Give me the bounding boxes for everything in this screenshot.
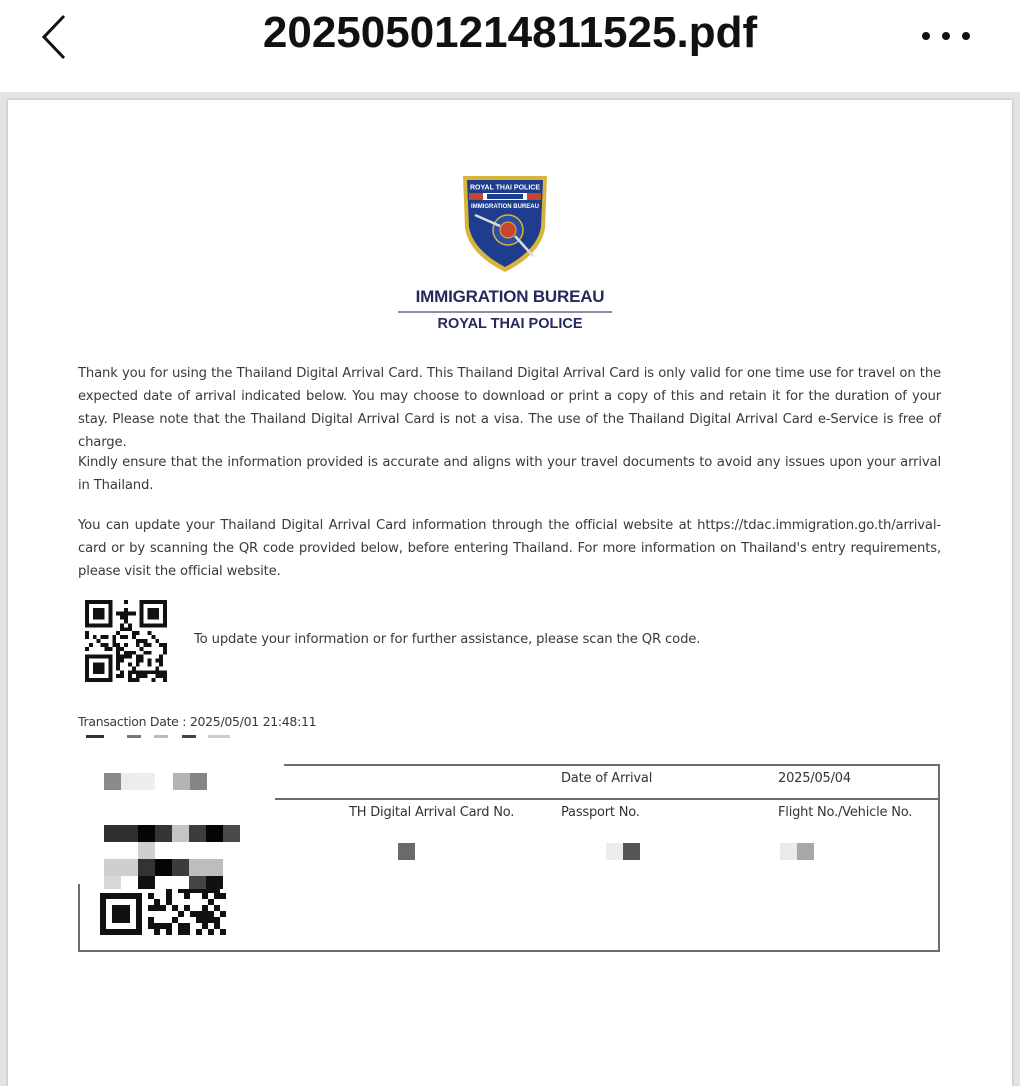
redacted-personal-info: [86, 773, 276, 889]
ellipsis-icon: [922, 32, 930, 40]
card-no-label: TH Digital Arrival Card No.: [349, 805, 515, 820]
more-options-button[interactable]: [918, 22, 974, 50]
badge-text-mid: IMMIGRATION BUREAU: [471, 204, 539, 210]
top-bar: [0, 0, 1020, 92]
date-of-arrival-label: Date of Arrival: [561, 771, 653, 786]
intro-paragraph: Thank you for using the Thailand Digital Arrival Card. This Thailand Digital Arrival Card is only valid for one time use for travel on the expected date of arrival indicated below. You may choose to download or print a copy of this and retain it for the duration of your stay. Please note that the Thailand Digital Arrival Card is not a visa. The use of the Thailand Digital Arrival Card e-Service is free of charge.: [78, 366, 941, 450]
ellipsis-icon: [962, 32, 970, 40]
org-divider: [398, 311, 612, 313]
date-of-arrival-value: 2025/05/04: [778, 771, 851, 786]
arrival-card-qr-code[interactable]: [100, 889, 226, 935]
transaction-date: [78, 714, 316, 729]
redacted-card-no: [398, 843, 415, 860]
document-title: 20250501214811525.pdf: [262, 8, 758, 57]
ellipsis-icon: [942, 32, 950, 40]
flight-no-label: Flight No./Vehicle No.: [778, 805, 913, 820]
accuracy-paragraph: Kindly ensure that the information provided is accurate and aligns with your travel documents to avoid any issues upon your arrival in Thailand.: [78, 455, 941, 493]
transaction-date-value: 2025/05/01 21:48:11: [189, 714, 317, 729]
redacted-passport-no: [606, 843, 623, 860]
badge-text-top: ROYAL THAI POLICE: [469, 184, 541, 192]
update-qr-code[interactable]: [84, 600, 168, 682]
redacted-flight-no: [797, 843, 814, 860]
org-subtitle: ROYAL THAI POLICE: [437, 316, 583, 332]
redacted-flight-no: [780, 843, 797, 860]
passport-no-label: Passport No.: [561, 805, 640, 820]
org-name: IMMIGRATION BUREAU: [415, 287, 605, 306]
redacted-name: [84, 735, 264, 741]
qr-note: To update your information or for further assistance, please scan the QR code.: [194, 632, 701, 647]
immigration-bureau-badge: [455, 170, 555, 275]
redacted-passport-no: [623, 843, 640, 860]
update-paragraph: You can update your Thailand Digital Arrival Card information through the official website at https://tdac.immigration.go.th/arrival-card or by scanning the QR code provided below, before entering Thailand. For more information on Thailand's entry requirements, please visit the official website.: [78, 518, 941, 579]
transaction-date-label: Transaction Date :: [78, 714, 187, 729]
